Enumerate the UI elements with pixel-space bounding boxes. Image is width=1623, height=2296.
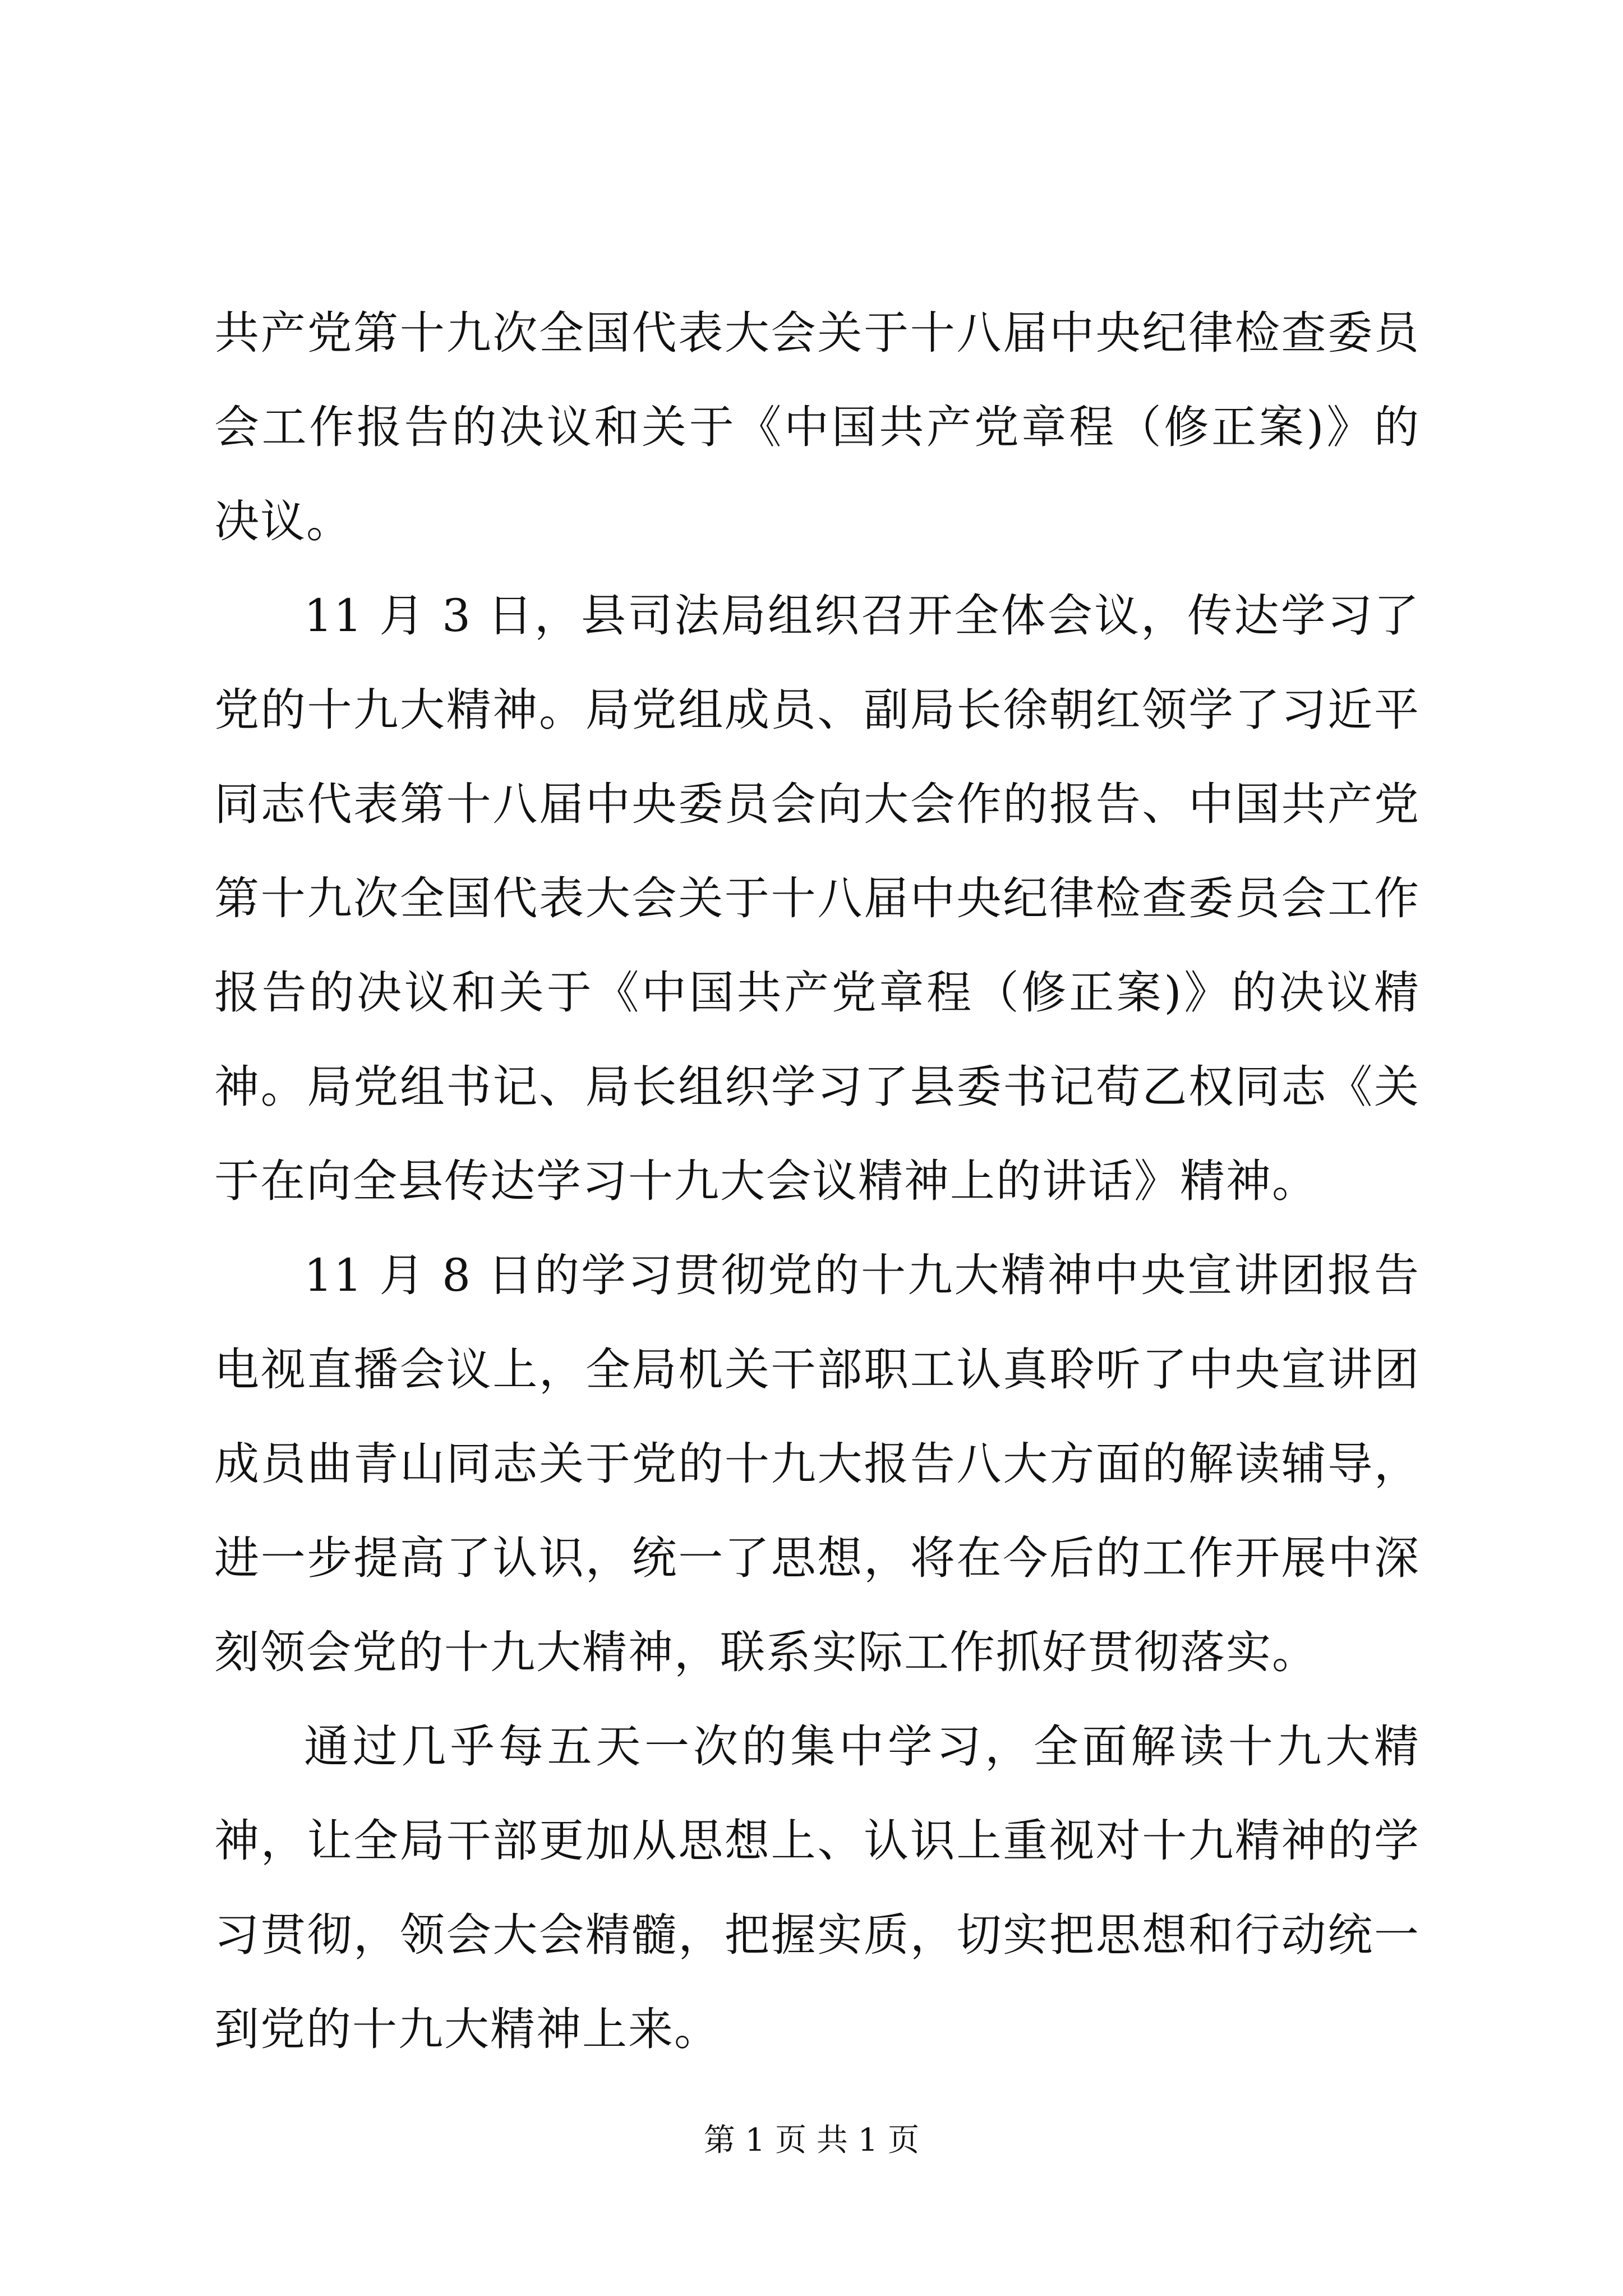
document-body — [214, 286, 1420, 2077]
paragraph-summary: 通过几乎每五天一次的集中学习，全面解读十九大精神，让全局干部更加从思想上、认识上重视对十九精神的学习贯彻，领会大会精髓，把握实质，切实把思想和行动统一到党的十九大精神上来。 — [214, 1720, 1420, 2055]
paragraph-nov-3-meeting: 11 月 3 日，县司法局组织召开全体会议，传达学习了党的十九大精神。局党组成员、副局长徐朝红领学了习近平同志代表第十八届中央委员会向大会作的报告、中国共产党第十九次全国代表大会关于十八届中央纪律检查委员会工作报告的决议和关于《中国共产党章程（修正案)》的决议精神。局党组书记、局长组织学习了县委书记荀乙权同志《关于在向全县传达学习十九大会议精神上的讲话》精神。 — [214, 590, 1420, 1207]
page-number-footer: 第 1 页 共 1 页 — [703, 2122, 920, 2159]
paragraph-nov-8-broadcast: 11 月 8 日的学习贯彻党的十九大精神中央宣讲团报告电视直播会议上，全局机关干部职工认真聆听了中央宣讲团成员曲青山同志关于党的十九大报告八大方面的解读辅导，进一步提高了认识，统一了思想，将在今后的工作开展中深刻领会党的十九大精神，联系实际工作抓好贯彻落实。 — [214, 1249, 1420, 1678]
paragraph-continuation: 共产党第十九次全国代表大会关于十八届中央纪律检查委员会工作报告的决议和关于《中国共产党章程（修正案)》的决议。 — [214, 307, 1420, 547]
